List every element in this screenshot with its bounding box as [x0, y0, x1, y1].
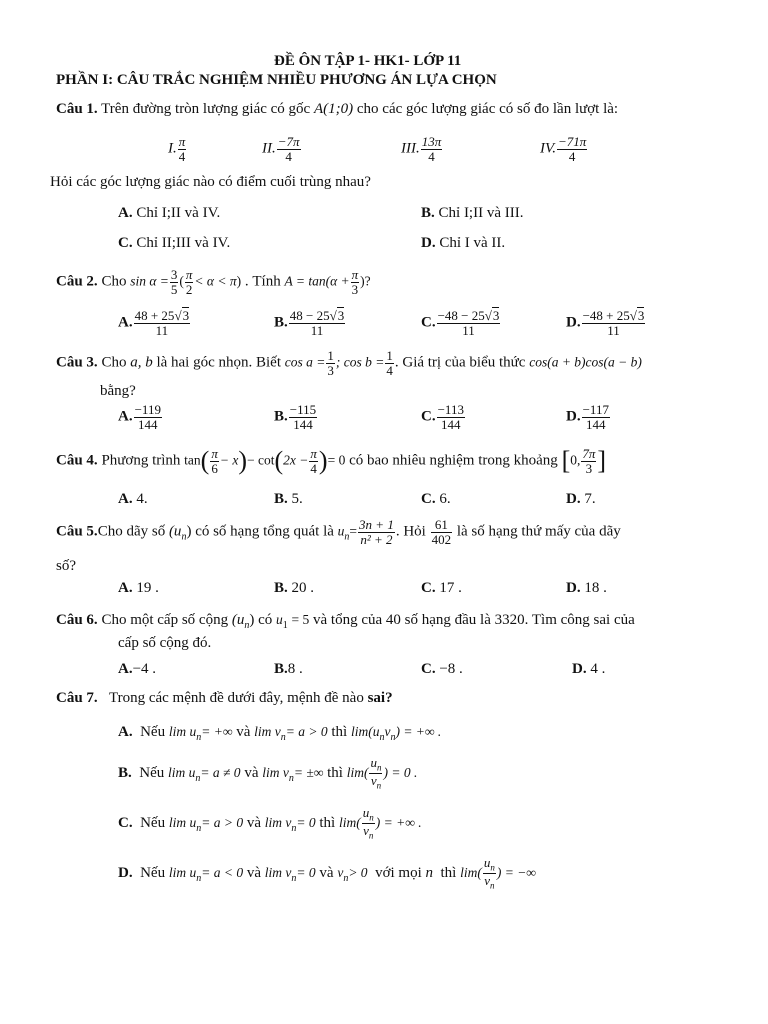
option-c[interactable]: C. $\frac{-48 - 25√3}{11}$: [421, 308, 500, 338]
question-3-stem: Câu 3. Cho a, b là hai góc nhọn. Biết cos a = $\frac{1}{3}$ ; cos b = $\frac{1}{4}$ . Giá trị của biểu thức cos(a + b)cos(a − b): [56, 348, 642, 378]
question-label: Câu 6.: [56, 612, 98, 628]
question-6-continuation: cấp số cộng đó.: [118, 635, 212, 651]
option-b[interactable]: B. Chỉ I;II và III.: [421, 205, 524, 221]
option-a[interactable]: A. Chỉ I;II và IV.: [118, 205, 221, 221]
option-b[interactable]: B. Nếu $\lim u_n= a \ne 0$ và $\lim v_n=$ ±∞ thì lim( $\frac{u_n}{v_n}$ ) = 0 .: [118, 755, 418, 791]
option-d[interactable]: D. 7.: [566, 491, 596, 507]
question-7-stem: Câu 7. Trong các mệnh đề dưới đây, mệnh đề nào sai?: [56, 690, 393, 706]
option-a[interactable]: A. $\frac{-119}{144}$: [118, 402, 161, 432]
question-6-stem: Câu 6. Cho một cấp số cộng $(u_n)$ có $u_1 = 5$ và tổng của 40 số hạng đầu là 3320. Tìm công sai của: [56, 612, 635, 631]
angle-item: I. $\frac{\pi}{4}$: [168, 134, 186, 164]
question-label: Câu 1.: [56, 101, 98, 117]
option-d[interactable]: D. $\frac{-48 + 25√3}{11}$: [566, 308, 645, 338]
option-a[interactable]: A.−4 .: [118, 661, 157, 677]
question-4-stem: Câu 4. Phương trình tan( $\frac{\pi}{6}$ − x)− cot(2x − $\frac{\pi}{4}$ )= 0 có bao nhiêu nghiệm trong khoảng [0, $\frac{7\pi}{3}$ ]: [56, 445, 607, 476]
question-label: Câu 7.: [56, 690, 98, 706]
question-1-stem: Câu 1. Trên đường tròn lượng giác có gốc A(1;0) cho các góc lượng giác có số đo lần lượt là:: [56, 101, 619, 117]
exam-title: ĐỀ ÔN TẬP 1- HK1- LỚP 11: [274, 53, 462, 69]
option-b[interactable]: B. $\frac{-115}{144}$: [274, 402, 317, 432]
option-c[interactable]: C. Nếu $\lim u_n= a > 0$ và $\lim v_n= 0$ thì lim( $\frac{u_n}{v_n}$ ) = +∞ .: [118, 805, 422, 841]
option-c[interactable]: C. 6.: [421, 491, 451, 507]
option-a[interactable]: A. $\frac{48 + 25√3}{11}$: [118, 308, 190, 338]
option-d[interactable]: D. Chỉ I và II.: [421, 235, 506, 251]
option-d[interactable]: D. Nếu $\lim u_n= a < 0$ và $\lim v_n= 0$ và $v_n> 0$ với mọi n thì lim( $\frac{u_n}{v_n}$ ) = −∞: [118, 855, 536, 891]
question-label: Câu 5.: [56, 523, 98, 540]
option-c[interactable]: C. −8 .: [421, 661, 463, 677]
question-label: Câu 3.: [56, 354, 98, 371]
option-a[interactable]: A. 19 .: [118, 580, 159, 596]
question-label: Câu 2.: [56, 273, 98, 290]
angle-item: II. $\frac{-7\pi}{4}$: [262, 134, 300, 164]
option-b[interactable]: B.8 .: [274, 661, 303, 677]
question-5-stem: Câu 5.Cho dãy số $(u_n)$ có số hạng tổng quát là $u_n=$ $\frac{3n + 1}{\text{n² + 2}}$ . Hỏi $\frac{61}{402}$ là số hạng thứ mấy của dãy: [56, 517, 621, 547]
question-2-stem: Câu 2. Cho sin α = $\frac{3}{5}$ ( $\frac{\pi}{2}$ < α < π) . Tính A = tan(α + $\frac{\pi}{3}$ )?: [56, 267, 371, 297]
question-5-continuation: số?: [56, 558, 76, 574]
option-c[interactable]: C. Chỉ II;III và IV.: [118, 235, 231, 251]
angle-item: IV. $\frac{-71\pi}{4}$: [540, 134, 587, 164]
angle-item: III. $\frac{13\pi}{4}$: [401, 134, 442, 164]
option-b[interactable]: B. 20 .: [274, 580, 315, 596]
question-1-prompt: Hỏi các góc lượng giác nào có điểm cuối trùng nhau?: [50, 174, 371, 190]
option-d[interactable]: D. 4 .: [572, 661, 606, 677]
option-c[interactable]: C. 17 .: [421, 580, 462, 596]
option-a[interactable]: A. Nếu $\lim u_n=$ +∞ và $\lim v_n= a > 0$ thì $\lim(u_nv_n)$ = +∞ .: [118, 724, 442, 743]
question-3-continuation: bằng?: [100, 383, 136, 399]
option-a[interactable]: A. 4.: [118, 491, 148, 507]
option-b[interactable]: B. $\frac{48 - 25√3}{11}$: [274, 308, 345, 338]
question-label: Câu 4.: [56, 452, 98, 469]
section-heading: PHẦN I: CÂU TRẮC NGHIỆM NHIỀU PHƯƠNG ÁN LỰA CHỌN: [56, 72, 497, 88]
option-d[interactable]: D. 18 .: [566, 580, 607, 596]
option-c[interactable]: C. $\frac{-113}{144}$: [421, 402, 464, 432]
option-d[interactable]: D. $\frac{-117}{144}$: [566, 402, 609, 432]
option-b[interactable]: B. 5.: [274, 491, 303, 507]
